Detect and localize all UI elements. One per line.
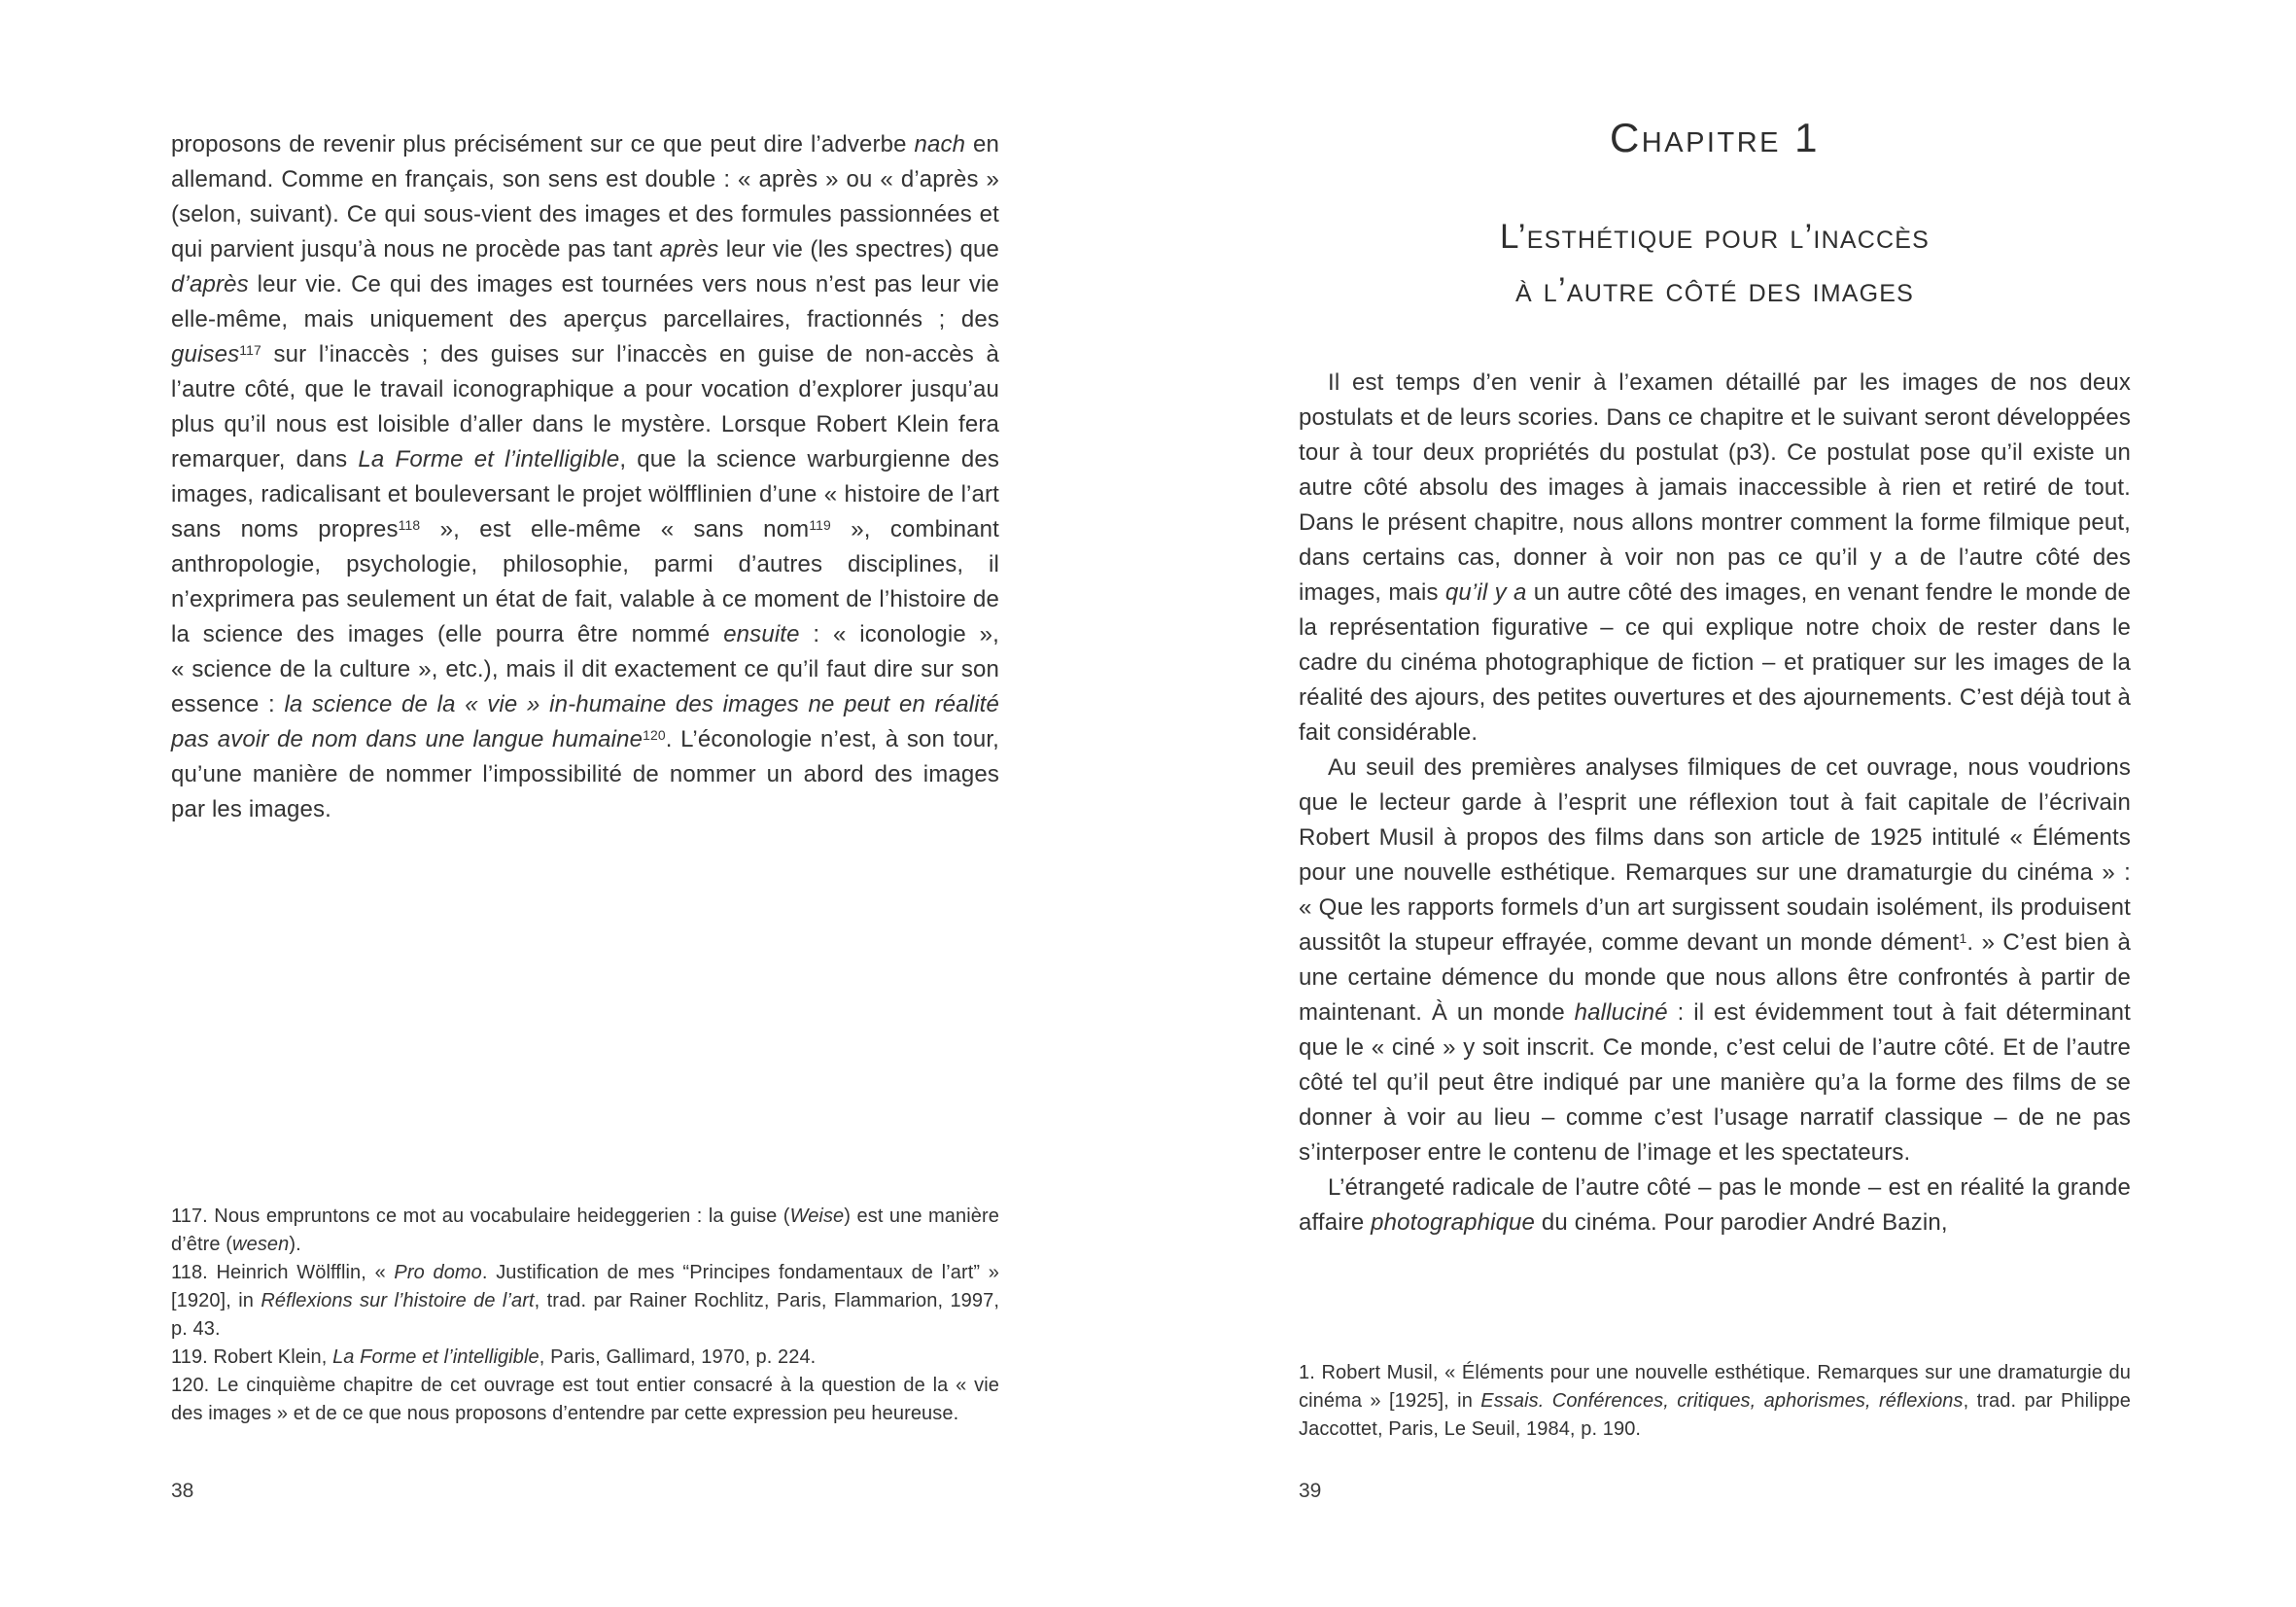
page-number-left: 38 xyxy=(171,1480,194,1502)
right-footnotes xyxy=(1299,1359,2131,1444)
chapter-title-line-1: L’esthétique pour l’inaccès xyxy=(1500,218,1930,256)
chapter-title xyxy=(1299,210,2131,317)
footnote-119: 119. Robert Klein, La Forme et l’intelligible, Paris, Gallimard, 1970, p. 224. xyxy=(171,1346,817,1368)
left-main-paragraph: proposons de revenir plus précisément sur ce que peut dire l’adverbe nach en allemand. Comme en français, son sens est double : « après » ou « d’après » (selon, suivant). Ce qui sous-vient des images et des formules passionnées et qui parvient jusqu’à nous ne procède pas tant après leur vie (les spectres) que d’après leur vie. Ce qui des images est tournées vers nous n’est pas leur vie elle-même, mais uniquement des aperçus parcellaires, fractionnés ; des guises$^{117}$ sur l’inaccès ; des guises sur l’inaccès en guise de non-accès à l’autre côté, que le travail iconographique a pour vocation d’explorer jusqu’au plus qu’il nous est loisible d’aller dans le mystère. Lorsque Robert Klein fera remarquer, dans La Forme et l’intelligible, que la science warburgienne des images, radicalisant et bouleversant le projet wölfflinien d’une « histoire de l’art sans noms propres$^{118}$ », est elle-même « sans nom$^{119}$ », combinant anthropologie, psychologie, philosophie, parmi d’autres disciplines, il n’exprimera pas seulement un état de fait, valable à ce moment de l’histoire de la science des images (elle pourra être nommé ensuite : « iconologie », « science de la culture », etc.), mais il dit exactement ce qu’il faut dire sur son essence : la science de la « vie » in-humaine des images ne peut en réalité pas avoir de nom dans une langue humaine$^{120}$. L’éconologie n’est, à son tour, qu’une manière de nommer l’impossibilité de nommer un abord des images par les images. xyxy=(171,131,999,822)
right-main-text xyxy=(1299,366,2131,1240)
footnote-120: 120. Le cinquième chapitre de cet ouvrage est tout entier consacré à la question de la « vie des images » et de ce que nous proposons d’entendre par cette expression peu heureuse. xyxy=(171,1375,999,1424)
right-paragraph-3: L’étrangeté radicale de l’autre côté – pas le monde – est en réalité la grande affaire photographique du cinéma. Pour parodier André Bazin, xyxy=(1299,1174,2131,1236)
footnote-118: 118. Heinrich Wölfflin, « Pro domo. Justification de mes “Principes fondamentaux de l’art” » [1920], in Réflexions sur l’histoire de l’art, trad. par Rainer Rochlitz, Paris, Flammarion, 1997, p. 43. xyxy=(171,1262,999,1340)
footnote-117: 117. Nous empruntons ce mot au vocabulaire heideggerien : la guise (Weise) est une manière d’être (wesen). xyxy=(171,1205,999,1255)
page-number-right: 39 xyxy=(1299,1480,1322,1502)
right-paragraph-1: Il est temps d’en venir à l’examen détaillé par les images de nos deux postulats et de leurs scories. Dans ce chapitre et le suivant seront développées tour à tour deux propriétés du postulat (p3). Ce postulat pose qu’il existe un autre côté absolu des images à jamais inaccessible à rien et retiré de tout. Dans le présent chapitre, nous allons montrer comment la forme filmique peut, dans certains cas, donner à voir non pas ce qu’il y a de l’autre côté des images, mais qu’il y a un autre côté des images, en venant fendre le monde de la représentation figurative – ce qui explique notre choix de rester dans le cadre du cinéma photographique de fiction – et pratiquer sur les images de la réalité des ajours, des petites ouvertures et des ajournements. C’est déjà tout à fait considérable. xyxy=(1299,369,2131,746)
footnote-1: 1. Robert Musil, « Éléments pour une nouvelle esthétique. Remarques sur une dramaturgie du cinéma » [1925], in Essais. Conférences, critiques, aphorismes, réflexions, trad. par Philippe Jaccottet, Paris, Le Seuil, 1984, p. 190. xyxy=(1299,1362,2131,1440)
chapter-title-line-2: à l’autre côté des images xyxy=(1514,271,1915,309)
chapter-label: Chapitre 1 xyxy=(1609,115,1821,160)
right-paragraph-2: Au seuil des premières analyses filmiques de cet ouvrage, nous voudrions que le lecteur garde à l’esprit une réflexion tout à fait capitale de l’écrivain Robert Musil à propos des films dans son article de 1925 intitulé « Éléments pour une nouvelle esthétique. Remarques sur une dramaturgie du cinéma » : « Que les rapports formels d’un art surgissent soudain isolément, ils produisent aussitôt la stupeur effrayée, comme devant un monde dément$^1$. » C’est bien à une certaine démence du monde que nous allons être confrontés à partir de maintenant. À un monde halluciné : il est évidemment tout à fait déterminant que le « ciné » y soit inscrit. Ce monde, c’est celui de l’autre côté. Et de l’autre côté tel qu’il peut être indiqué par une manière qu’a la forme des films de se donner à voir au lieu – comme c’est l’usage narratif classique – de ne pas s’interposer entre le contenu de l’image et les spectateurs. xyxy=(1299,754,2131,1166)
